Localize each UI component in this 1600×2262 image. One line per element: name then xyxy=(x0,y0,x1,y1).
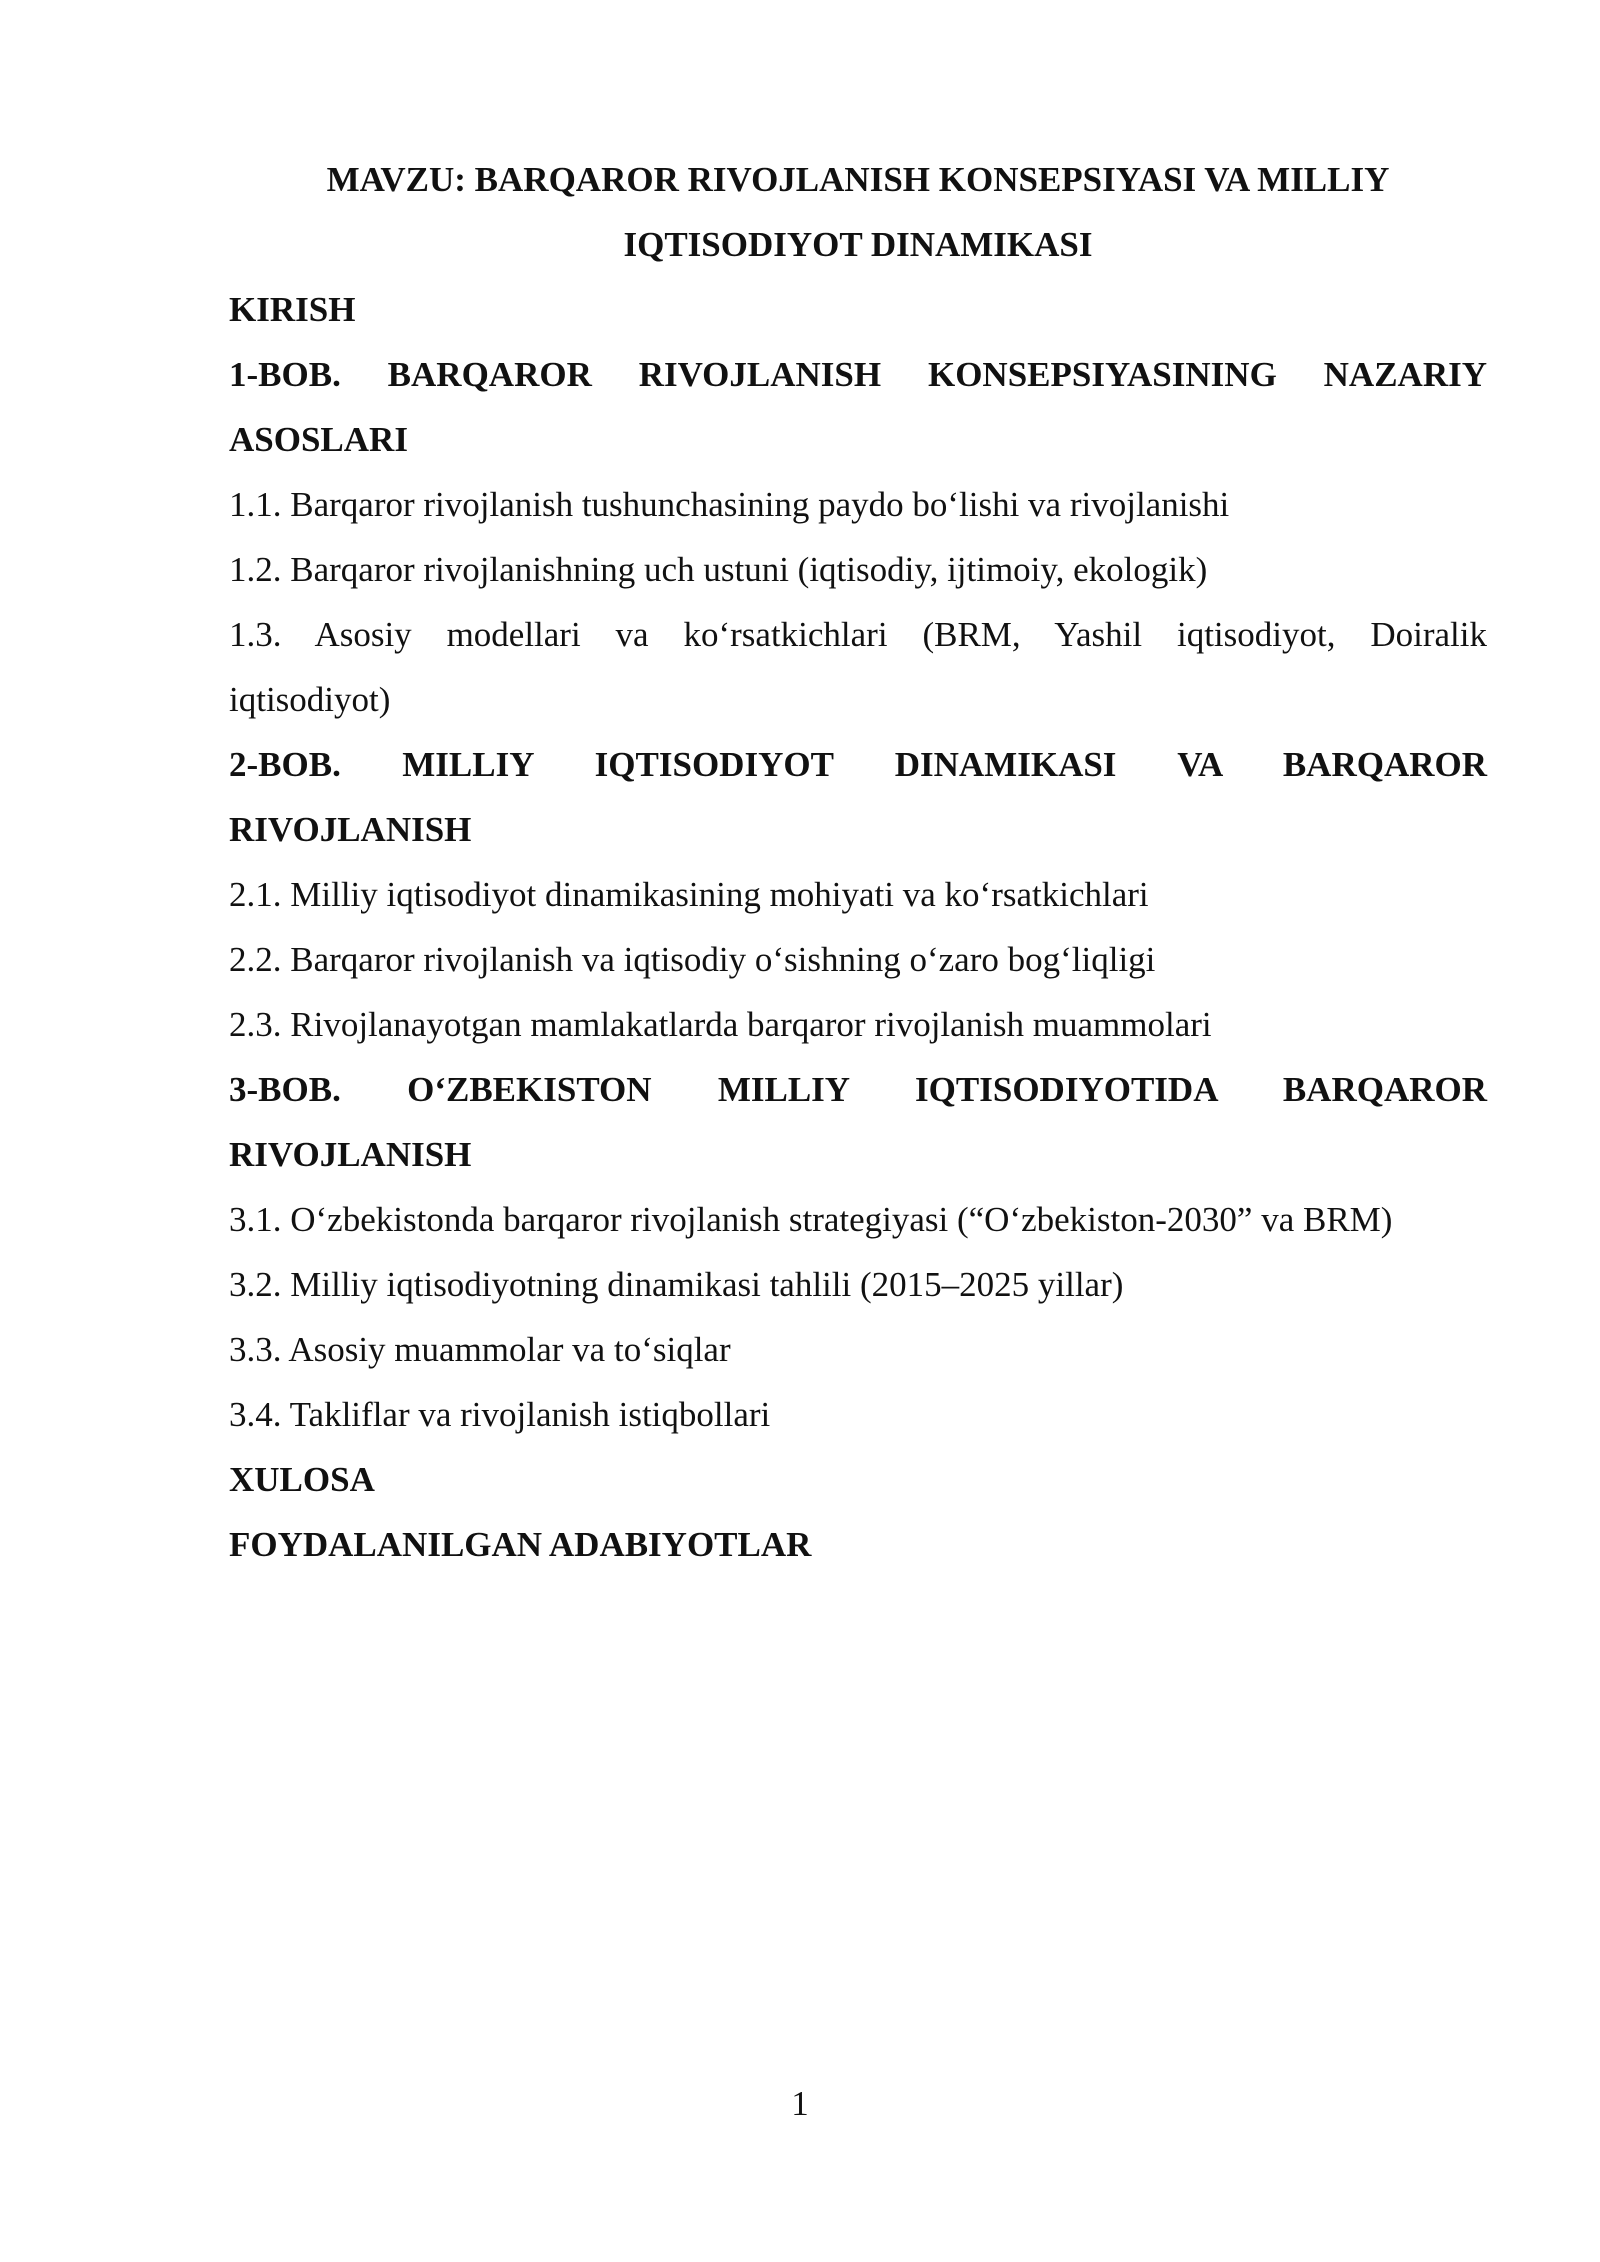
section-3-3: 3.3. Asosiy muammolar va to‘siqlar xyxy=(229,1330,731,1369)
chapter2-heading-line-1: 2-BOB. MILLIY IQTISODIYOT DINAMIKASI VA BARQAROR xyxy=(229,745,1487,784)
section-2-3: 2.3. Rivojlanayotgan mamlakatlarda barqaror rivojlanish muammolari xyxy=(229,1005,1212,1044)
section-3-4: 3.4. Takliflar va rivojlanish istiqbollari xyxy=(229,1395,771,1434)
section-2-2: 2.2. Barqaror rivojlanish va iqtisodiy o‘sishning o‘zaro bog‘liqligi xyxy=(229,940,1156,979)
section-3-2: 3.2. Milliy iqtisodiyotning dinamikasi tahlili (2015–2025 yillar) xyxy=(229,1265,1124,1304)
topic-title-line-2: IQTISODIYOT DINAMIKASI xyxy=(623,225,1093,264)
chapter2-heading-line-2: RIVOJLANISH xyxy=(229,810,472,849)
chapter3-heading-line-1: 3-BOB. O‘ZBEKISTON MILLIY IQTISODIYOTIDA BARQAROR xyxy=(229,1070,1487,1109)
chapter1-heading-line-1: 1-BOB. BARQAROR RIVOJLANISH KONSEPSIYASINING NAZARIY xyxy=(229,355,1487,394)
references-heading: FOYDALANILGAN ADABIYOTLAR xyxy=(229,1525,812,1564)
topic-title-line-1: MAVZU: BARQAROR RIVOJLANISH KONSEPSIYASI VA MILLIY xyxy=(326,160,1390,199)
section-1-3-line-1: 1.3. Asosiy modellari va ko‘rsatkichlari (BRM, Yashil iqtisodiyot, Doiralik xyxy=(229,615,1487,654)
table-of-contents xyxy=(229,147,1487,1577)
chapter3-heading-line-2: RIVOJLANISH xyxy=(229,1135,472,1174)
section-1-1: 1.1. Barqaror rivojlanish tushunchasining paydo bo‘lishi va rivojlanishi xyxy=(229,485,1230,524)
section-1-2: 1.2. Barqaror rivojlanishning uch ustuni (iqtisodiy, ijtimoiy, ekologik) xyxy=(229,550,1208,589)
page-number: 1 xyxy=(791,2084,809,2123)
conclusion-heading: XULOSA xyxy=(229,1460,375,1499)
section-2-1: 2.1. Milliy iqtisodiyot dinamikasining mohiyati va ko‘rsatkichlari xyxy=(229,875,1149,914)
chapter1-heading-line-2: ASOSLARI xyxy=(229,420,408,459)
section-3-1: 3.1. O‘zbekistonda barqaror rivojlanish strategiyasi (“O‘zbekiston-2030” va BRM) xyxy=(229,1200,1393,1239)
section-1-3-line-2: iqtisodiyot) xyxy=(229,680,391,719)
intro-heading: KIRISH xyxy=(229,290,356,329)
